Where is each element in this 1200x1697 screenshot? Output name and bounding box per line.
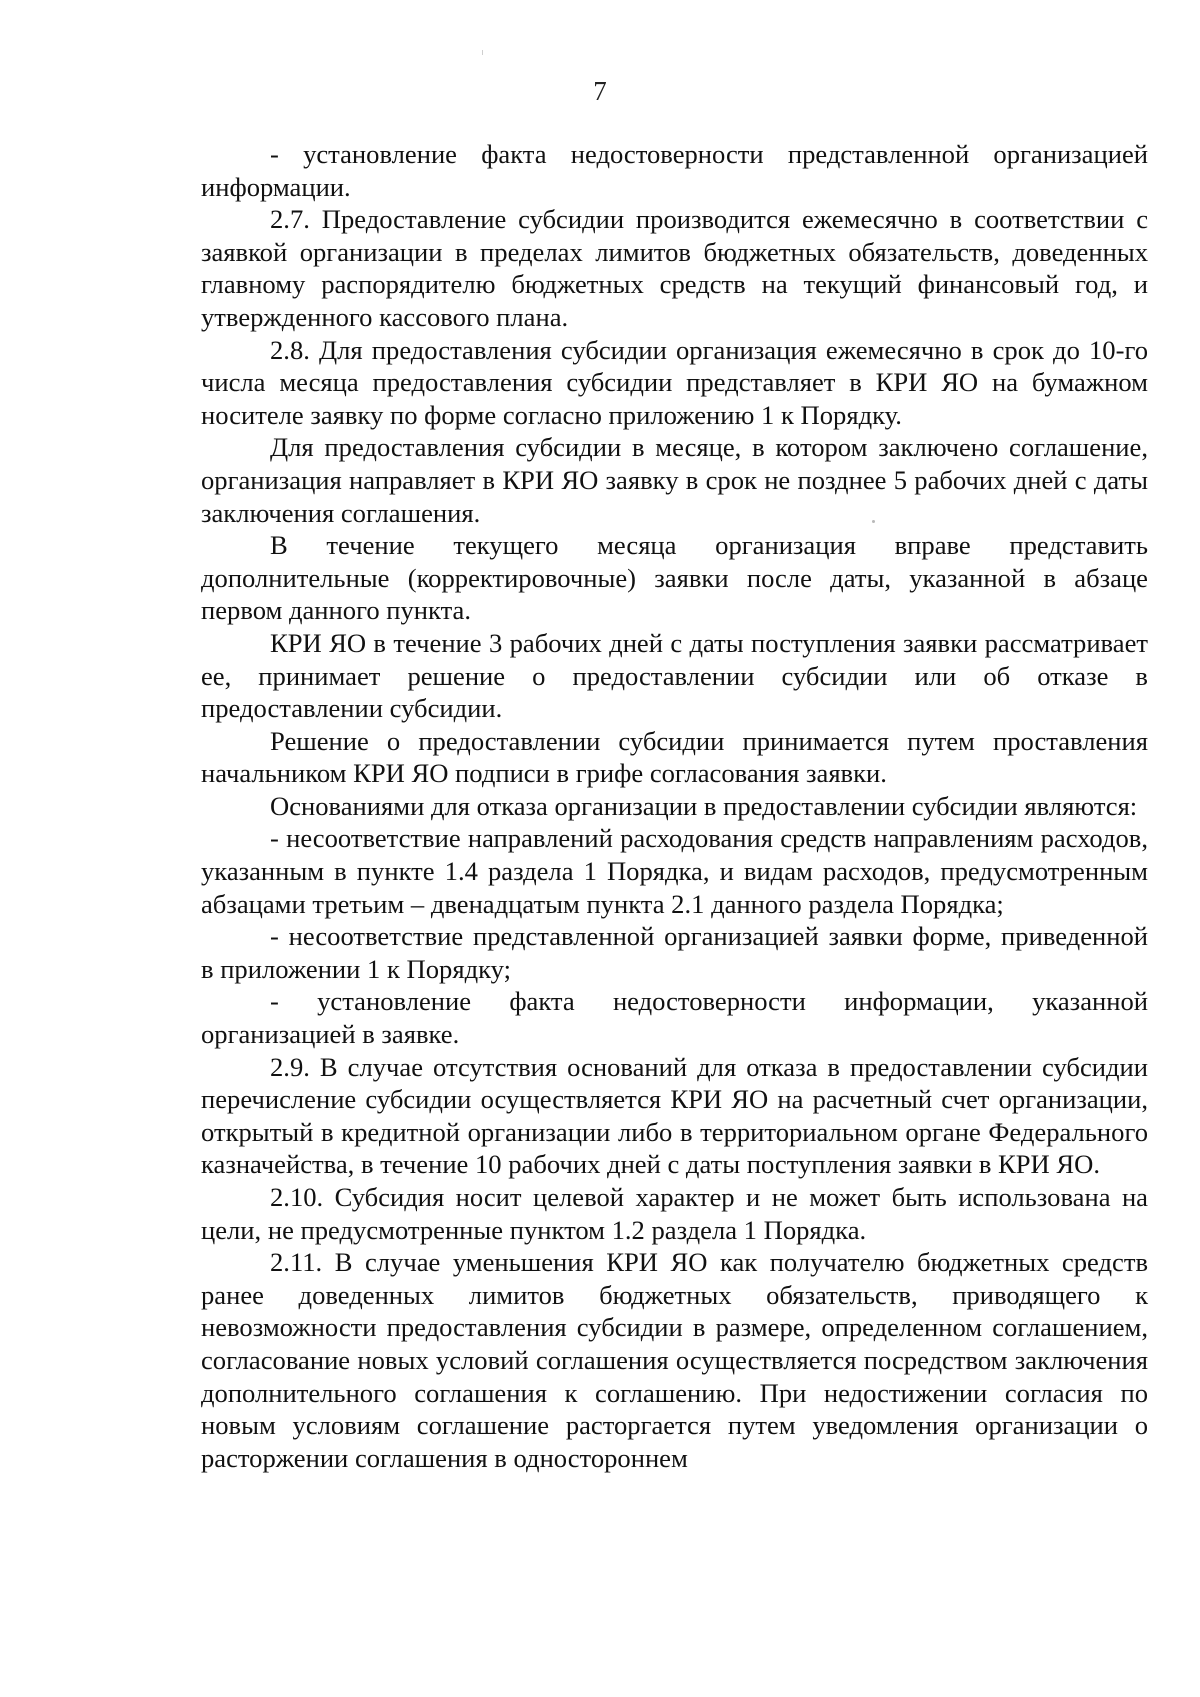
page-number: 7 [593,76,607,106]
paragraph-review-period: КРИ ЯО в течение 3 рабочих дней с даты поступления заявки рассматривает ее, принимает решение о предоставлении субсидии или об отказе в предоставлении субсидии. [201,627,1148,724]
scan-mark [482,50,483,55]
paragraph-refusal-grounds: Основаниями для отказа организации в предоставлении субсидии являются: [270,790,1138,821]
paragraph-2-9: 2.9. В случае отсутствия оснований для отказа в предоставлении субсидии перечисление субсидии осуществляется КРИ ЯО на расчетный счет организации, открытый в кредитной организации либо в территориальном органе Федерального казначейства, в течение 10 рабочих дней с даты поступления заявки в КРИ ЯО. [201,1051,1148,1180]
paragraph-bullet-unreliable-info: - установление факта недостоверности представленной организацией информации. [201,139,1148,202]
paragraph-2-11: 2.11. В случае уменьшения КРИ ЯО как получателю бюджетных средств ранее доведенных лимитов бюджетных обязательств, приводящего к невозможности предоставления субсидии в размере, определенном соглашением, согласование новых условий соглашения осуществляется посредством заключения дополнительного соглашения к соглашению. При недостижении согласия по новым условиям соглашение расторгается путем уведомления организации о расторжении соглашения в одностороннем [201,1247,1148,1473]
list-item-mismatch-directions: - несоответствие направлений расходования средств направлениям расходов, указанным в пункте 1.4 раздела 1 Порядка, и видам расходов, предусмотренным абзацами третьим – двенадцатым пункта 2.1 данного раздела Порядка; [201,823,1148,919]
paragraph-additional-applications: В течение текущего месяца организация вправе представить дополнительные (корректировочные) заявки после даты, указанной в абзаце первом данного пункта. [201,530,1148,626]
list-item-form-mismatch: - несоответствие представленной организацией заявки форме, приведенной в приложении 1 к Порядку; [201,921,1148,984]
paragraph-approval-signature: Решение о предоставлении субсидии принимается путем проставления начальником КРИ ЯО подписи в грифе согласования заявки. [201,725,1148,789]
document-body [201,138,1148,1474]
paragraph-2-7: 2.7. Предоставление субсидии производится ежемесячно в соответствии с заявкой организации в пределах лимитов бюджетных обязательств, доведенных главному распорядителю бюджетных средств на текущий финансовый год, и утвержденного кассового плана. [201,204,1148,332]
paragraph-2-10: 2.10. Субсидия носит целевой характер и не может быть использована на цели, не предусмотренные пунктом 1.2 раздела 1 Порядка. [201,1182,1148,1245]
list-item-unreliable-info: - установление факта недостоверности информации, указанной организацией в заявке. [201,986,1148,1050]
paragraph-2-8: 2.8. Для предоставления субсидии организация ежемесячно в срок до 10-го числа месяца предоставления субсидии представляет в КРИ ЯО на бумажном носителе заявку по форме согласно приложению 1 к Порядку. [201,334,1148,430]
paragraph-first-month-application: Для предоставления субсидии в месяце, в котором заключено соглашение, организация направляет в КРИ ЯО заявку в срок не позднее 5 рабочих дней с даты заключения соглашения. [201,432,1148,528]
